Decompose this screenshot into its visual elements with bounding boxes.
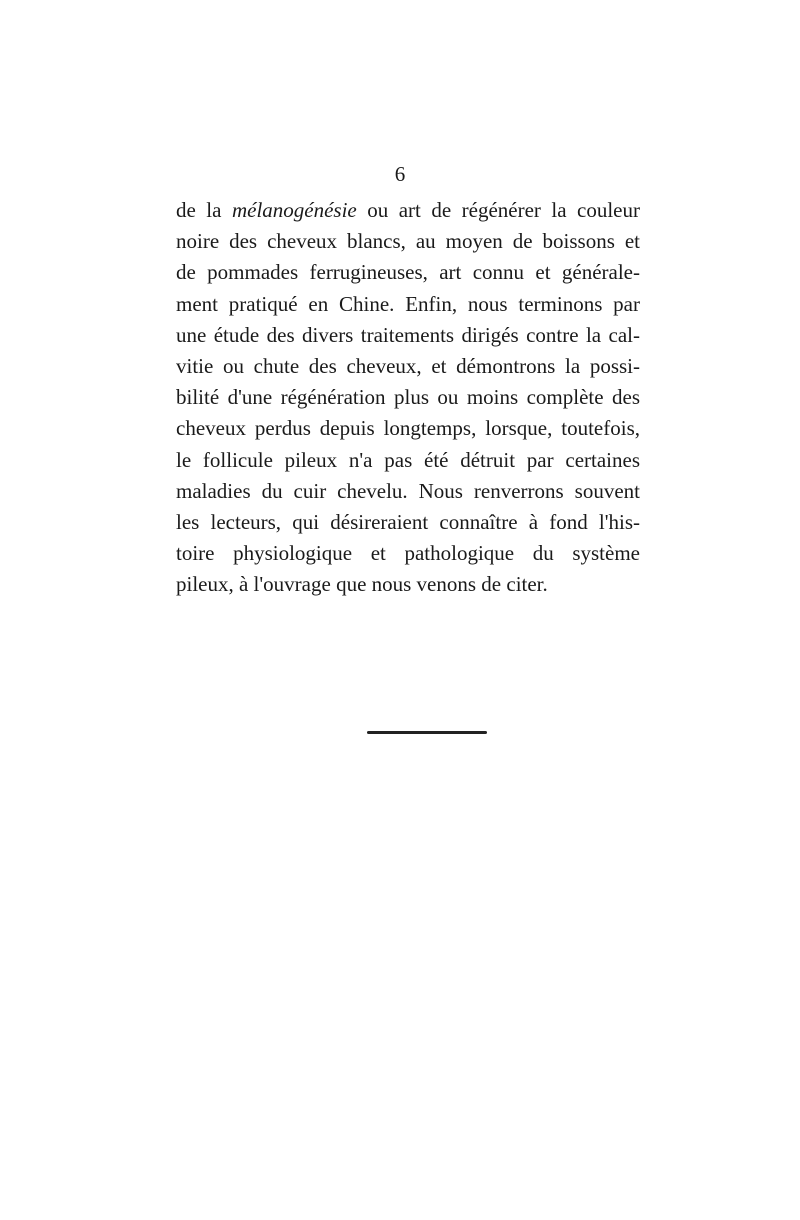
page-number: 6	[394, 162, 406, 186]
text-line: cheveux perdus depuis longtemps, lorsque, toutefois,	[176, 416, 640, 441]
body-paragraph	[176, 195, 640, 600]
text-line: les lecteurs, qui désireraient connaître à fond l'his-	[176, 509, 640, 534]
text-line: ment pratiqué en Chine. Enfin, nous terminons par	[176, 291, 640, 316]
text-line: pileux, à l'ouvrage que nous venons de citer.	[176, 572, 548, 597]
text-line: vitie ou chute des cheveux, et démontrons la possi-	[176, 353, 640, 378]
text-run: ou art de régénérer la couleur	[356, 198, 641, 222]
text-line: une étude des divers traitements dirigés contre la cal-	[176, 322, 640, 347]
text-run: de la	[176, 198, 232, 222]
section-divider	[367, 731, 487, 734]
text-line: de pommades ferrugineuses, art connu et générale-	[176, 260, 640, 285]
text-line	[176, 195, 640, 226]
text-line: toire physiologique et pathologique du système	[176, 541, 640, 566]
text-line: maladies du cuir chevelu. Nous renverrons souvent	[176, 478, 640, 503]
text-line: le follicule pileux n'a pas été détruit par certaines	[176, 447, 640, 472]
text-line: noire des cheveux blancs, au moyen de boissons et	[176, 229, 640, 254]
italic-term: mélanogénésie	[231, 198, 357, 222]
text-line: bilité d'une régénération plus ou moins complète des	[176, 385, 640, 410]
